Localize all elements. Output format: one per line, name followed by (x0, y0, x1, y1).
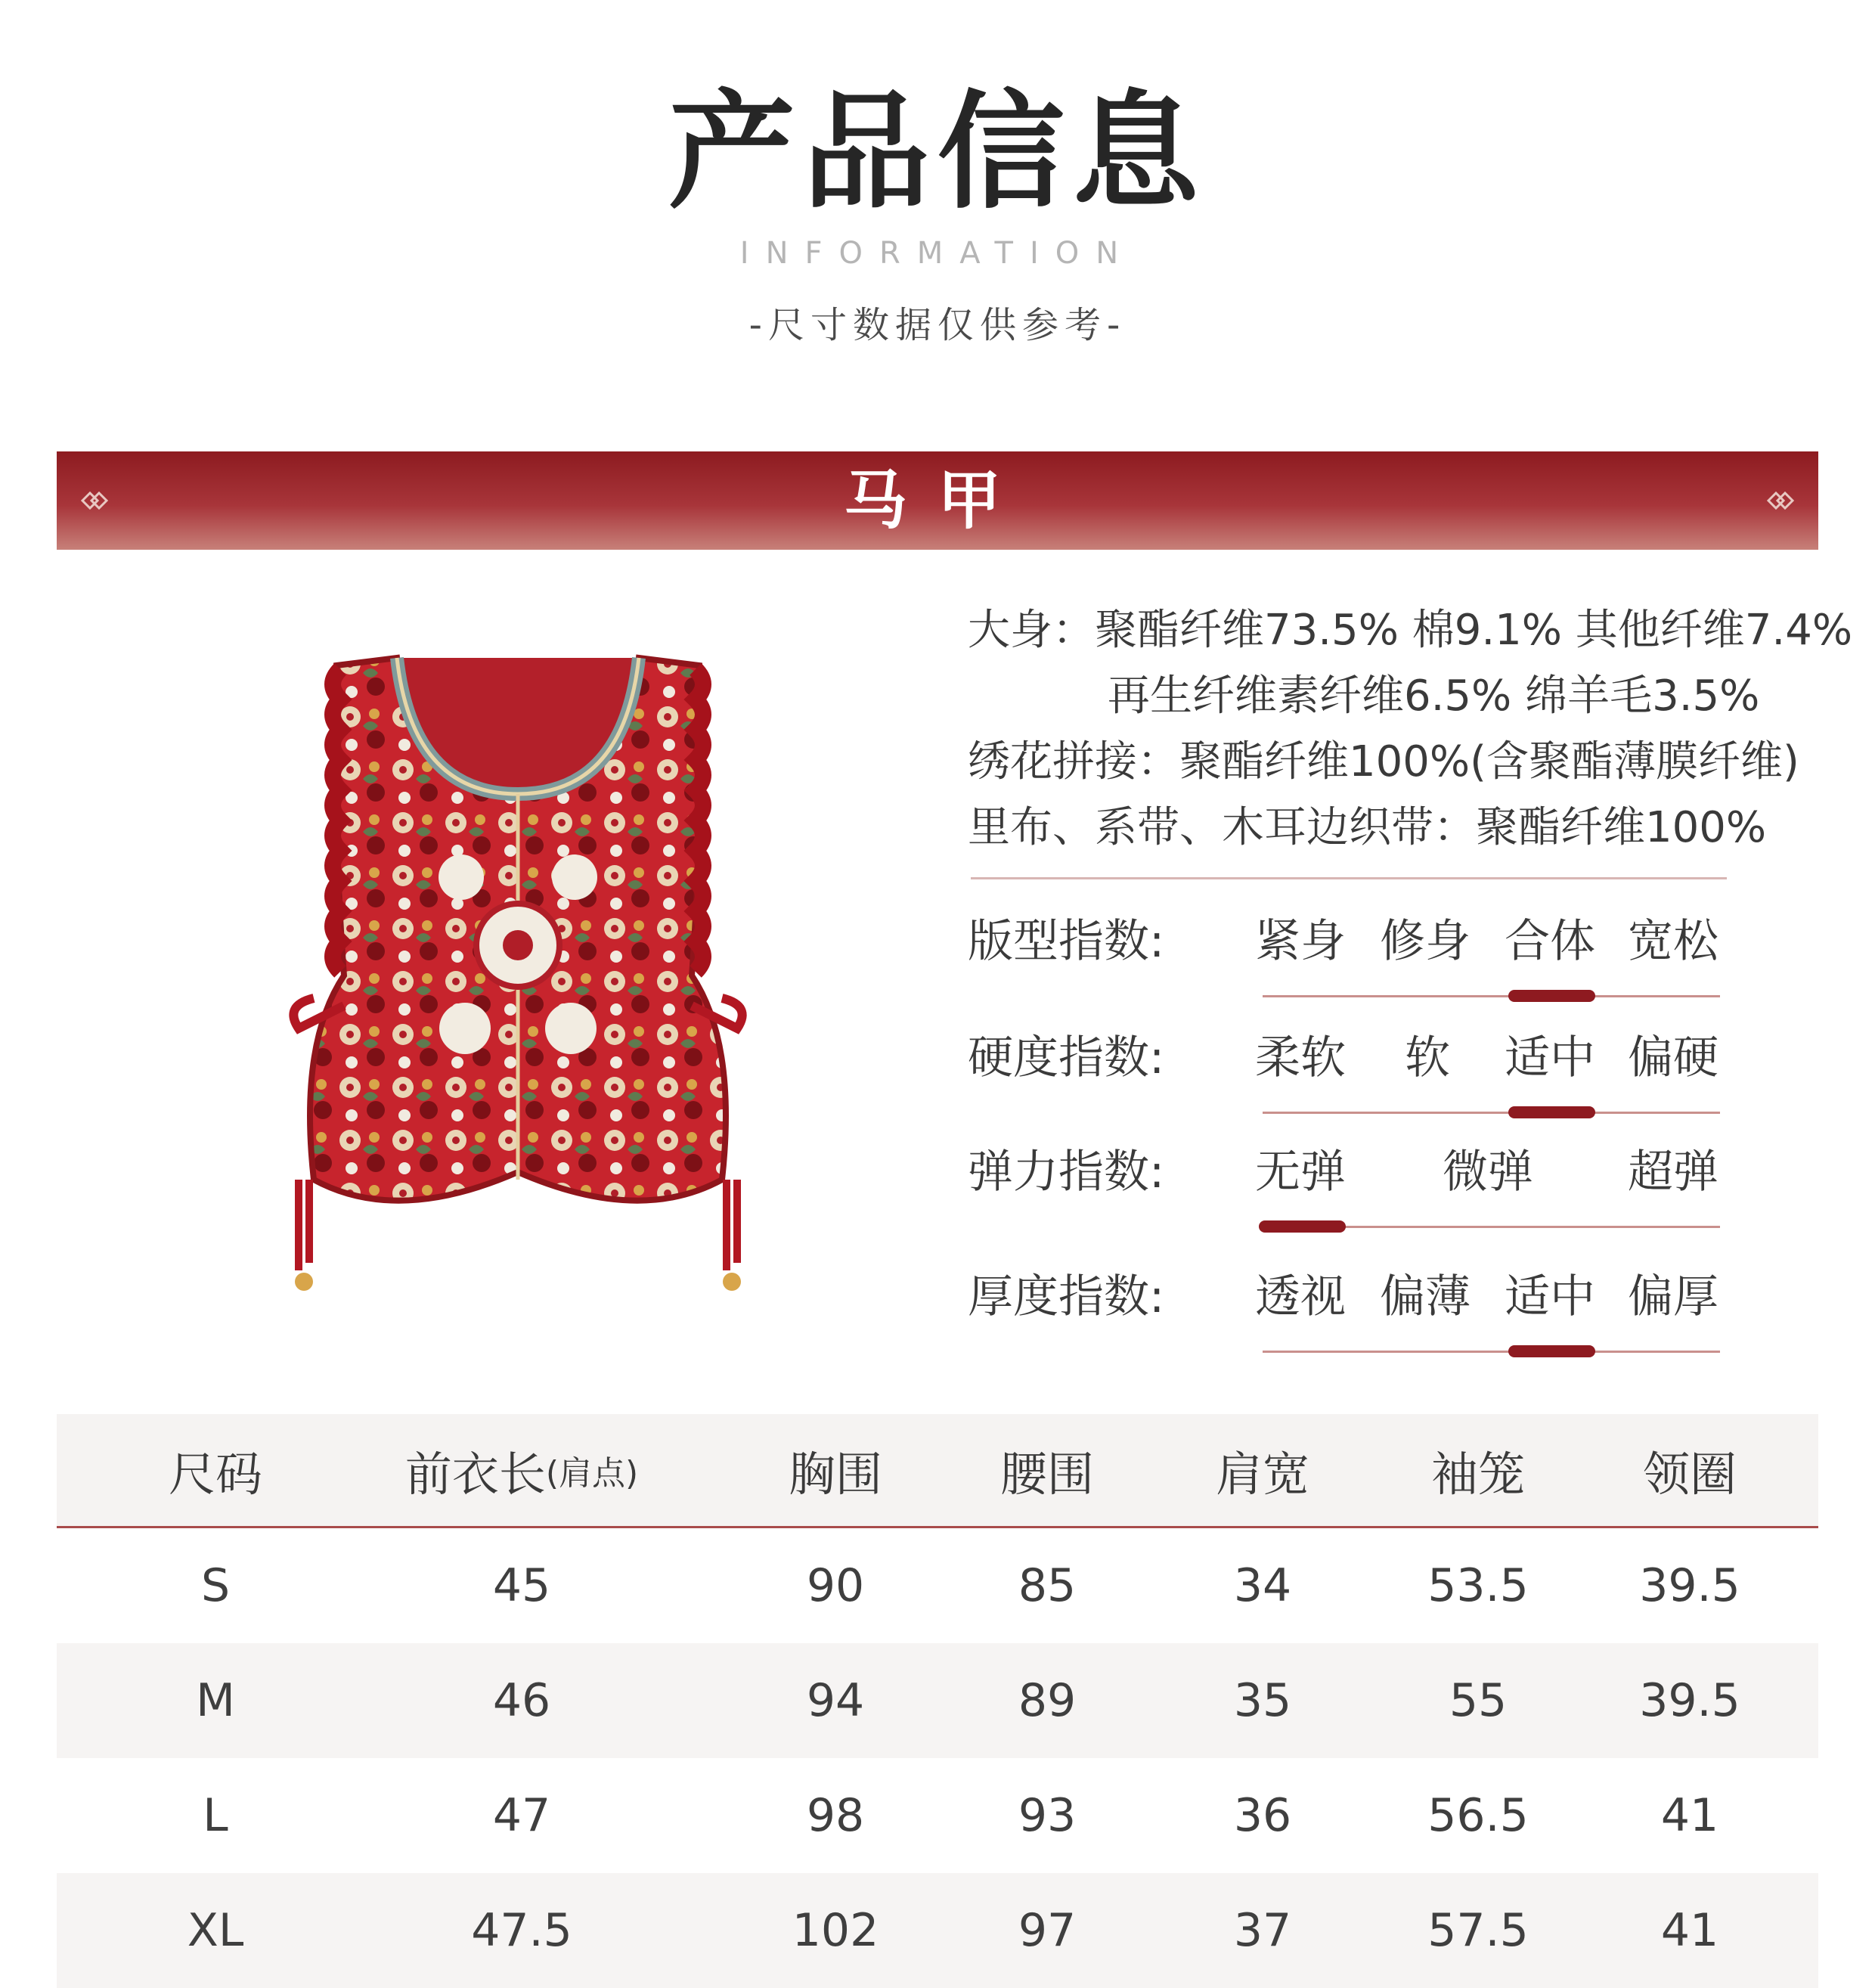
index-option: 适中 (1505, 1270, 1595, 1323)
index-option: 软 (1405, 1031, 1450, 1084)
index-option: 适中 (1505, 1031, 1595, 1084)
index-label: 弹力指数: (968, 1146, 1165, 1199)
table-row (57, 1643, 1818, 1758)
divider (971, 877, 1727, 879)
table-cell: S (200, 1559, 231, 1612)
material-composition (968, 597, 1860, 861)
table-cell: 57.5 (1427, 1904, 1529, 1957)
material-line: 绣花拼接：聚酯纤维100%(含聚酯薄膜纤维) (968, 737, 1799, 786)
column-header-label: 前衣长 (404, 1446, 546, 1502)
index-label: 厚度指数: (968, 1270, 1165, 1323)
index-selected-marker (1508, 990, 1595, 1002)
table-cell: 85 (1018, 1559, 1077, 1612)
column-header: 胸围 (788, 1446, 882, 1502)
index-label: 版型指数: (968, 915, 1165, 968)
index-option: 偏厚 (1628, 1270, 1718, 1323)
index-option: 柔软 (1255, 1031, 1346, 1084)
size-table (57, 1414, 1818, 1988)
table-cell: 39.5 (1639, 1559, 1740, 1612)
index-option: 合体 (1505, 915, 1595, 968)
diamond-knot-icon (1765, 487, 1796, 514)
index-track (1263, 1351, 1720, 1353)
table-cell: 53.5 (1427, 1559, 1529, 1612)
section-title: 马甲 (843, 463, 1031, 538)
table-cell: L (203, 1789, 228, 1842)
column-header: 袖笼 (1430, 1446, 1525, 1502)
thickness-index (968, 1263, 1875, 1346)
table-cell: 41 (1660, 1904, 1719, 1957)
column-header (359, 1414, 684, 1526)
index-option: 宽松 (1628, 915, 1718, 968)
table-cell: 55 (1449, 1674, 1508, 1727)
index-track (1263, 995, 1720, 997)
index-option: 紧身 (1255, 915, 1346, 968)
table-cell: 39.5 (1639, 1674, 1740, 1727)
column-header-note: (肩点) (545, 1454, 639, 1493)
size-disclaimer: -尺寸数据仅供参考- (748, 304, 1127, 346)
table-row (57, 1528, 1818, 1643)
table-cell: 45 (492, 1559, 551, 1612)
index-option: 偏硬 (1628, 1031, 1718, 1084)
table-cell: 98 (806, 1789, 865, 1842)
index-label: 硬度指数: (968, 1031, 1165, 1084)
material-line: 大身：聚酯纤维73.5% 棉9.1% 其他纤维7.4% (968, 606, 1853, 655)
table-cell: 102 (792, 1904, 879, 1957)
index-option: 超弹 (1628, 1146, 1718, 1199)
table-cell: 94 (806, 1674, 865, 1727)
table-cell: 35 (1233, 1674, 1292, 1727)
table-cell: 34 (1233, 1559, 1292, 1612)
column-header: 领圈 (1642, 1446, 1737, 1502)
table-cell: 89 (1018, 1674, 1077, 1727)
index-selected-marker (1259, 1220, 1346, 1233)
index-selected-marker (1508, 1345, 1595, 1357)
section-banner (57, 451, 1818, 550)
table-cell: 47.5 (471, 1904, 572, 1957)
table-row (57, 1758, 1818, 1873)
table-cell: XL (187, 1904, 244, 1957)
page-title: 产品信息 (668, 76, 1207, 226)
column-header: 肩宽 (1215, 1446, 1309, 1502)
elasticity-index (968, 1138, 1875, 1221)
table-cell: 37 (1233, 1904, 1292, 1957)
table-cell: 56.5 (1427, 1789, 1529, 1842)
index-track (1263, 1112, 1720, 1114)
hardness-index (968, 1024, 1875, 1107)
table-cell: 41 (1660, 1789, 1719, 1842)
index-option: 透视 (1255, 1270, 1346, 1323)
table-cell: 93 (1018, 1789, 1077, 1842)
table-cell: 97 (1018, 1904, 1077, 1957)
column-header: 尺码 (168, 1446, 262, 1502)
fit-index (968, 907, 1875, 991)
table-cell: M (196, 1674, 235, 1727)
index-option: 修身 (1380, 915, 1471, 968)
table-header (57, 1414, 1818, 1528)
index-option: 偏薄 (1380, 1270, 1471, 1323)
column-header: 腰围 (999, 1446, 1094, 1502)
index-option: 无弹 (1255, 1146, 1346, 1199)
vest-illustration (284, 650, 752, 1301)
table-row (57, 1873, 1818, 1988)
table-cell: 47 (492, 1789, 551, 1842)
index-selected-marker (1508, 1106, 1595, 1118)
table-cell: 36 (1233, 1789, 1292, 1842)
material-line: 里布、系带、木耳边织带：聚酯纤维100% (968, 803, 1767, 852)
page-subtitle: INFORMATION (739, 236, 1136, 271)
index-option: 微弹 (1443, 1146, 1533, 1199)
material-line: 再生纤维素纤维6.5% 绵羊毛3.5% (1108, 671, 1760, 721)
table-cell: 90 (806, 1559, 865, 1612)
table-cell: 46 (492, 1674, 551, 1727)
